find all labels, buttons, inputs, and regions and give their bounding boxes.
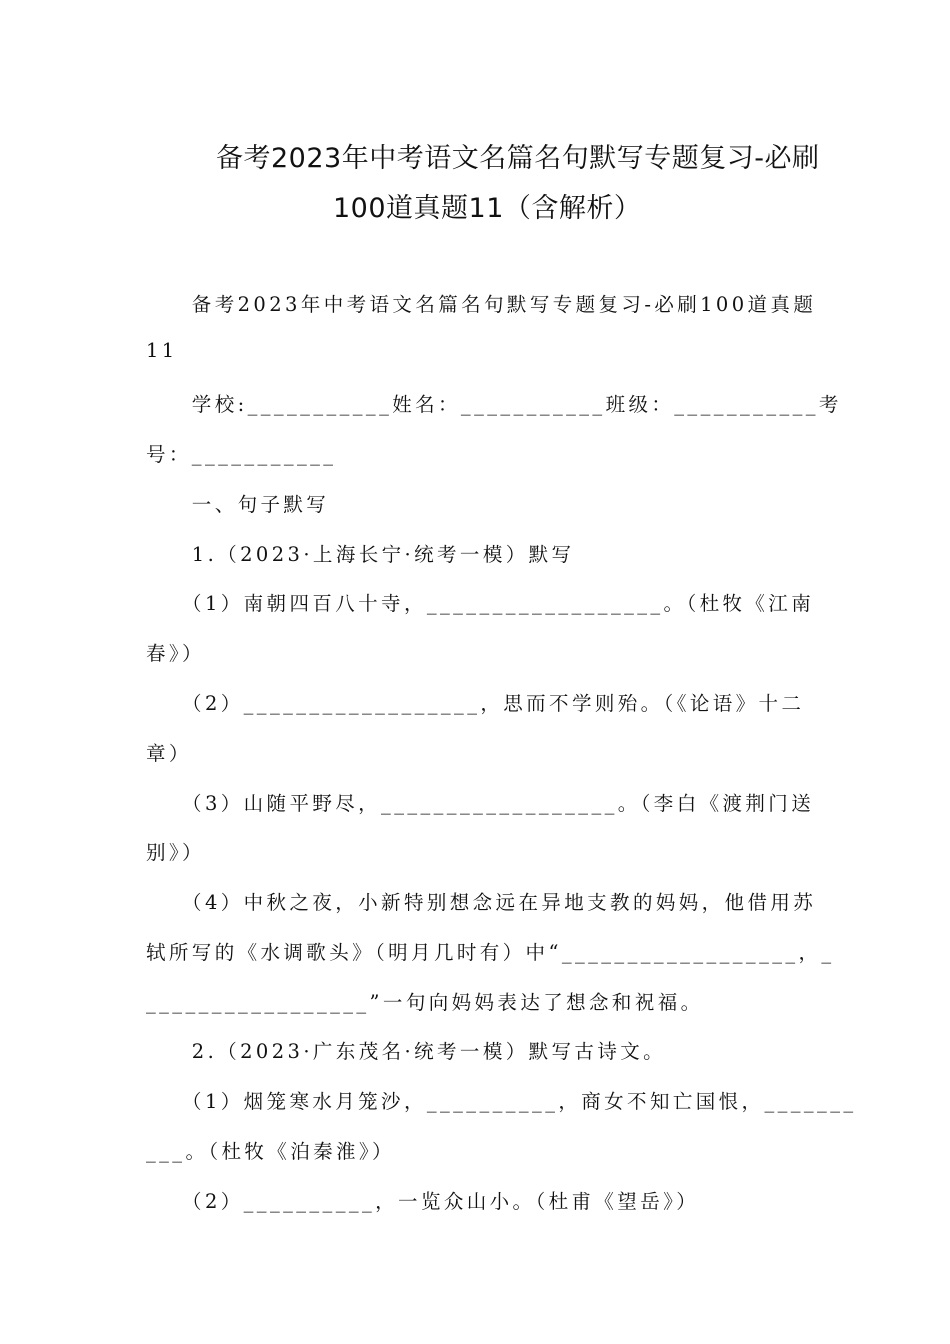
question-2-item-1-continued: ___。（杜牧《泊秦淮》） (146, 1140, 395, 1163)
student-info-line-continued: 号：___________ (146, 443, 337, 466)
student-info-line: 学校:___________姓名：___________班级：___________考 (146, 393, 842, 416)
subtitle-line: 备考2023年中考语文名篇名句默写专题复习-必刷100道真题 (146, 293, 817, 316)
question-1-item-2: （2）__________________，思而不学则殆。（《论语》十二 (146, 692, 805, 715)
document-title-line-1: 备考2023年中考语文名篇名句默写专题复习-必刷 (216, 143, 820, 174)
section-heading: 一、句子默写 (146, 493, 330, 516)
document-title-line-2: 100道真题11（含解析） (333, 193, 642, 224)
question-1-item-3-continued: 别》） (146, 841, 205, 864)
question-2-header: 2.（2023·广东茂名·统考一模）默写古诗文。 (146, 1040, 667, 1063)
subtitle-line-continued: 11 (146, 339, 178, 362)
question-1-item-1-continued: 春》） (146, 642, 205, 665)
question-2-item-2: （2）__________，一览众山小。（杜甫《望岳》） (146, 1190, 700, 1213)
question-1-item-4-line-2: 轼所写的《水调歌头》（明月几时有）中“__________________，_ (146, 941, 835, 964)
question-1-item-3: （3）山随平野尽，__________________。（李白《渡荆门送 (146, 792, 815, 815)
question-1-item-4: （4）中秋之夜，小新特别想念远在异地支教的妈妈，他借用苏 (146, 891, 817, 914)
question-1-header: 1.（2023·上海长宁·统考一模）默写 (146, 543, 575, 566)
question-1-item-1: （1）南朝四百八十寺，__________________。（杜牧《江南 (146, 592, 815, 615)
question-1-item-2-continued: 章） (146, 742, 192, 765)
question-2-item-1: （1）烟笼寒水月笼沙，__________，商女不知亡国恨，_______ (146, 1090, 857, 1113)
question-1-item-4-line-3: _________________”一句向妈妈表达了想念和祝福。 (146, 991, 704, 1014)
